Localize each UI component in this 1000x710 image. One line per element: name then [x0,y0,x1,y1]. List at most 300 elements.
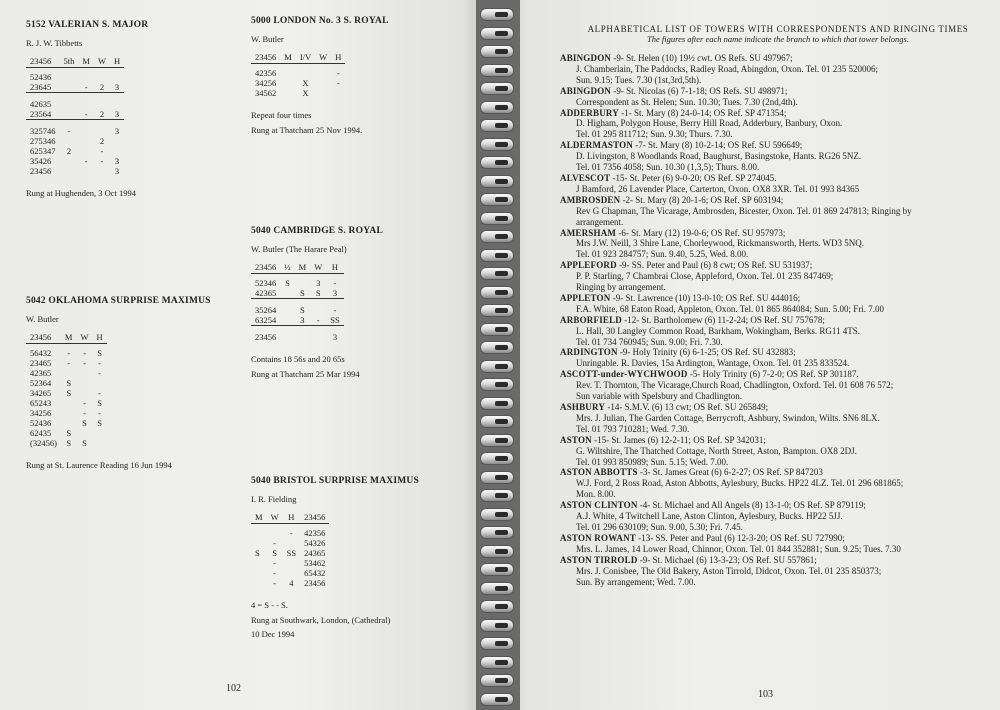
method-note: 10 Dec 1994 [251,629,295,640]
header-row [251,504,329,524]
tower-dedication: -9- St. Michael (6) 13-3-23; OS Ref. SU 557861; [637,554,817,565]
header-row [251,254,344,274]
spiral-ring [480,249,514,262]
tower-name: ASHBURY [560,402,606,412]
tower-detail: arrangement. [576,216,624,227]
table-cell: 42365 [255,288,277,298]
table-cell [78,99,94,109]
table-cell: 3 [114,166,120,176]
table-cell: 625347 [30,146,56,156]
table-cell: 3 [114,156,120,166]
table-cell: 2 [66,146,72,156]
tower-dedication: -9- Holy Trinity (6) 6-1-25; OS Ref. SU 432883; [617,347,796,358]
tower-name: ADDERBURY [560,107,619,118]
table-row [26,82,124,93]
tower-entry-heading [560,86,985,97]
spiral-ring [480,82,514,95]
table-cell: 52346 [255,278,277,288]
table-cell: - [84,82,88,92]
conductor: W. Butler [26,314,59,324]
tower-detail: Mrs. J. Conisbee, The Old Bakery, Aston Tirrold, Didcot, Oxon. Tel. 01 235 850373; [576,565,882,576]
page-number-left: 102 [226,683,241,694]
composition-table [26,48,124,176]
spiral-ring [480,582,514,595]
table-cell: - [333,278,337,288]
tower-dedication: -12- St. Bartholomew (6) 11-2-24; OS Ref. SU 757678; [622,314,825,325]
table-cell: X [302,78,309,88]
column-header: M [280,44,296,64]
table-cell [61,368,77,378]
table-cell [110,136,124,146]
spiral-ring [480,637,514,650]
table-row [26,408,107,418]
table-cell: 2 [99,136,105,146]
table-cell [61,408,77,418]
table-cell: S [255,548,260,558]
table-cell [60,82,79,93]
table-row [26,156,124,166]
column-header: ½ [280,254,294,274]
spiral-ring [480,693,514,706]
table-cell [315,88,331,98]
tower-name: ALVESCOT [560,172,611,183]
table-cell [60,99,79,109]
tower-dedication: -15- St. James (6) 12-2-11; OS Ref. SP 342031; [591,434,766,445]
table-cell: - [67,126,71,136]
table-row [26,72,124,82]
tower-dedication: -3- St. James Great (6) 6-2-27; OS Ref. SP 847203 [637,467,823,478]
table-cell [76,368,92,378]
table-cell: - [83,348,86,358]
table-cell [78,126,94,136]
table-cell: 325746 [30,126,56,136]
tower-entry-heading [560,53,985,64]
tower-entry-heading [560,140,985,151]
table-row [251,88,345,98]
table-cell: 3 [332,332,338,342]
tower-detail: W.J. Ford, 2 Ross Road, Aston Abbotts, Aylesbury, Bucks. HP22 4LZ. Tel. 01 296 681865; [576,478,904,489]
table-cell: 275346 [30,136,56,146]
column-header: H [93,324,107,344]
tower-name: ASTON CLINTON [560,500,638,511]
table-cell [251,568,267,578]
table-cell: - [289,528,293,538]
spiral-ring [480,415,514,428]
table-cell [94,99,110,109]
table-cell: - [98,388,101,398]
spiral-ring [480,27,514,40]
column-header: M [61,324,77,344]
table-row [26,378,107,388]
spiral-ring [480,674,514,687]
table-row [26,428,107,438]
tower-name: ALDERMASTON [560,140,634,151]
tower-detail: G. Wiltshire, The Thatched Cottage, North Street, Aston, Bampton. OX8 2DJ. [576,445,857,456]
spiral-ring [480,545,514,558]
method-london [251,16,389,135]
table-cell: 35264 [255,305,277,315]
table-cell: 3 [332,288,338,298]
table-cell [94,166,110,176]
table-row [251,278,344,288]
table-cell: - [336,68,340,78]
header-row [251,44,345,64]
table-cell: 2 [99,109,105,119]
table-cell [110,72,124,82]
table-cell: 52364 [30,378,52,388]
table-cell: 34256 [30,408,52,418]
tower-detail: Mrs J.W. Neill, 3 Shire Lane, Chorleywood, Rickmansworth, Herts. WD3 5NQ. [576,238,864,249]
table-cell: - [98,368,101,378]
table-cell: 23456 [304,578,326,588]
tower-name: ABINGDON [560,53,612,63]
tower-entry-heading [560,228,985,239]
column-header: W [315,44,331,64]
column-header: 23456 [300,504,329,524]
table-row [26,126,124,136]
table-cell: - [98,408,101,418]
method-note: Rung at St. Laurence Reading 16 Jun 1994 [26,460,172,470]
table-cell [61,418,77,428]
tower-dedication: -4- St. Michael and All Angels (8) 13-1-0; OS Ref. SP 879119; [637,500,866,511]
tower-name: ABINGDON [560,85,612,96]
table-cell [251,538,267,548]
spiral-ring [480,156,514,169]
spiral-ring [480,8,514,21]
table-cell [295,332,311,342]
spiral-binding [476,0,520,710]
table-cell: S [97,348,102,358]
table-cell [61,398,77,408]
tower-entry-heading [560,195,985,206]
table-cell: - [100,156,104,166]
tower-detail: A.J. White, 4 Twitchell Lane, Aston Clinton, Aylesbury, Bucks. HP22 5JJ. [576,511,843,522]
tower-detail: Sun. By arrangement; Wed. 7.00. [576,576,696,587]
table-row [251,538,329,548]
tower-dedication: -2- St. Mary (8) 20-1-6; OS Ref. SP 603194; [620,194,784,205]
table-cell: 52436 [30,72,52,82]
table-row [26,368,107,378]
table-cell: 52436 [30,418,52,428]
table-cell: 35426 [30,156,52,166]
table-cell [280,315,294,326]
tower-dedication: -9- St. Helen (10) 19½ cwt. OS Refs. SU 497967; [611,53,793,63]
table-cell: - [98,358,101,368]
method-cambridge [251,226,383,379]
table-cell: - [333,305,337,315]
table-cell: 56432 [30,348,52,358]
table-cell: S [66,428,72,438]
table-cell: - [273,558,276,568]
table-cell [110,146,124,156]
table-cell [78,72,94,82]
table-cell [76,428,92,438]
method-note: Rung at Thatcham 25 Nov 1994. [251,124,363,135]
tower-detail: Mrs. J. Julian, The Garden Cottage, Berrycroft, Ashbury, Swindon, Wilts. SN6 8LX. [576,412,880,423]
list-title: ALPHABETICAL LIST OF TOWERS WITH CORRESPONDENTS AND RINGING TIMES [587,24,969,34]
method-note: Rung at Hughenden, 3 Oct 1994 [26,188,137,198]
table-cell [78,166,94,176]
tower-detail: Mon. 8.00. [576,489,616,500]
column-header: 23456 [26,324,61,344]
table-cell: 24365 [304,548,326,558]
tower-dedication: -9- St. Nicolas (6) 7-1-18; OS Refs. SU 498971; [611,85,788,96]
table-row [26,348,107,358]
method-note: Rung at Thatcham 25 Mar 1994 [251,368,360,379]
column-header: W [94,48,110,68]
tower-detail: D. Higham, Polygon House, Berry Hill Road, Adderbury, Banbury, Oxon. [576,118,843,129]
tower-detail: Sun. 9.15; Tues. 7.30 (1st,3rd,5th). [576,74,702,85]
table-cell: 62435 [30,428,52,438]
tower-detail: Correspondent as St. Helen; Sun. 10.30; Tues. 7.30 (2nd,4th). [576,96,798,107]
tower-dedication: -7- St. Mary (8) 10-2-14; OS Ref. SU 596649; [633,140,803,151]
spiral-ring [480,175,514,188]
spiral-ring [480,378,514,391]
tower-entry-heading [560,347,985,358]
table-cell: 42635 [30,99,52,109]
tower-name: ARBORFIELD [560,314,623,325]
table-cell [283,538,300,548]
spiral-ring [480,508,514,521]
table-row [251,288,344,299]
tower-detail: L. Hall, 30 Langley Common Road, Barkham, Wokingham, Berks. RG11 4TS. [576,325,860,336]
tower-dedication: -9- SS. Peter and Paul (6) 8 cwt; OS Ref. SU 531937; [616,260,813,271]
tower-detail: Tel. 01 7356 4058; Sun. 10.30 (1,3,5); Thurs. 8.00. [576,162,760,173]
conductor: W. Butler (The Harare Peal) [251,244,347,254]
composition-table [251,44,345,98]
tower-entry-heading [560,402,985,413]
table-cell [60,156,79,166]
table-cell: S [285,278,290,288]
table-row [26,109,124,120]
table-cell: - [273,578,276,588]
table-cell: 4 [289,578,294,588]
table-cell: S [300,288,305,298]
table-row [251,558,329,568]
table-cell [60,109,79,120]
table-cell: - [84,156,88,166]
column-header: M [295,254,311,274]
table-cell: 42356 [304,528,326,538]
table-cell: 23465 [30,358,52,368]
tower-entry-heading [560,467,985,478]
table-cell: S [272,548,277,558]
table-cell [280,68,296,78]
table-row [26,358,107,368]
tower-entry-heading [560,173,985,184]
spiral-ring [480,286,514,299]
table-cell [315,68,331,78]
tower-entry-heading [560,533,985,544]
table-cell: - [273,538,276,548]
tower-detail: Tel. 01 734 760945; Sun. 9.00; Fri. 7.30. [576,336,723,347]
spiral-ring [480,101,514,114]
tower-detail: Ringing by arrangement. [576,282,666,293]
table-cell: 3 [316,278,321,288]
table-cell: S [82,418,87,428]
composition-table [251,504,329,588]
spiral-ring [480,526,514,539]
table-cell: 42365 [30,368,52,378]
spiral-ring [480,64,514,77]
table-row [26,398,107,408]
method-title: 5042 OKLAHOMA SURPRISE MAXIMUS [26,296,211,306]
tower-entry-heading [560,500,985,511]
table-cell [280,305,294,315]
page-number-right: 103 [758,689,773,700]
table-cell [60,166,79,176]
table-cell: 23645 [30,82,52,92]
list-subtitle: The figures after each name indicate the branch to which that tower belongs. [647,34,909,44]
table-cell [331,88,345,98]
tower-name: ASTON TIRROLD [560,554,638,565]
column-header: 23456 [251,254,280,274]
table-cell [60,136,79,146]
table-cell: S [66,378,72,388]
left-page [0,0,482,710]
table-cell: 3 [300,315,305,325]
table-cell [283,558,300,568]
table-cell: 34256 [255,78,277,88]
column-header: 5th [60,48,79,68]
table-cell: S [66,438,72,448]
table-cell: 2 [99,82,105,92]
table-cell [295,278,311,288]
spiral-ring [480,360,514,373]
tower-list [560,53,985,587]
spiral-ring [480,452,514,465]
tower-detail: Sun variable with Spelsbury and Chadlington. [576,391,742,402]
table-cell: X [302,88,309,98]
tower-name: AMBROSDEN [560,194,621,205]
table-row [26,146,124,156]
table-cell: 23456 [30,166,52,176]
table-cell [251,578,267,588]
tower-entry-heading [560,315,985,326]
tower-name: APPLEFORD [560,260,617,271]
table-cell [310,332,326,342]
table-row [26,388,107,398]
tower-detail: F.A. White, 68 Eaton Road, Appleton, Oxon. Tel. 01 865 864084; Sun. 5.00; Fri. 7.00 [576,303,885,314]
method-note: Contains 18 56s and 20 65s [251,354,345,364]
table-cell: 42356 [255,68,277,78]
spiral-ring [480,434,514,447]
method-valerian [26,20,148,199]
table-cell: - [67,348,71,358]
tower-detail: Tel. 01 793 710281; Wed. 7.30. [576,423,690,434]
method-title: 5000 LONDON No. 3 S. ROYAL [251,16,389,26]
table-cell: (32456) [30,438,57,448]
spiral-ring [480,304,514,317]
table-cell [280,78,296,88]
table-cell: - [273,568,276,578]
method-oklahoma [26,296,211,471]
table-cell [280,332,294,342]
tower-name: APPLETON [560,292,611,303]
spiral-ring [480,600,514,613]
table-cell: S [300,305,305,315]
method-title: 5040 BRISTOL SURPRISE MAXIMUS [251,476,419,486]
table-row [26,136,124,146]
table-cell: S [315,288,321,298]
spiral-ring [480,45,514,58]
table-cell [310,305,326,315]
tower-detail: Unringable. R. Davies, 15a Ardington, Wantage, Oxon. Tel. 01 235 833524. [576,358,850,369]
table-row [26,99,124,109]
table-cell: 53462 [304,558,326,568]
table-cell [251,558,267,568]
method-bristol [251,476,419,640]
spiral-ring [480,471,514,484]
table-cell: 23456 [255,332,277,342]
column-header: M [78,48,94,68]
spiral-ring [480,138,514,151]
table-cell: - [83,358,86,368]
column-header: 23456 [251,44,280,64]
table-row [26,418,107,428]
table-cell [283,568,300,578]
table-row [251,568,329,578]
table-cell [94,72,110,82]
tower-detail: D. Livingston, 8 Woodlands Road, Baughurst, Basingstoke, Hants. RG26 5NZ. [576,151,862,162]
table-cell [93,438,107,448]
table-cell: SS [330,315,340,325]
tower-name: ARDINGTON [560,347,618,358]
table-cell: SS [286,548,297,558]
table-row [251,332,344,342]
table-row [251,68,345,78]
tower-detail: Mrs. L. James, 14 Lower Road, Chinnor, Oxon. Tel. 01 844 352881; Sun. 9.25; Tues. 7.30 [576,543,901,554]
column-header: I/V [296,44,315,64]
spiral-ring [480,230,514,243]
tower-entry-heading [560,260,985,271]
table-cell: - [83,398,86,408]
table-cell: S [97,418,102,428]
table-row [251,78,345,88]
column-header: H [283,504,300,524]
table-cell [78,146,94,156]
spiral-ring [480,193,514,206]
composition-table [26,324,107,448]
tower-entry-heading [560,293,985,304]
table-cell: - [336,78,340,88]
table-cell: 34562 [255,88,277,98]
tower-name: ASTON ROWANT [560,532,636,543]
tower-dedication: -1- St. Mary (8) 24-0-14; OS Ref. SP 471354; [619,107,787,118]
table-cell: - [100,146,104,156]
column-header: H [331,44,345,64]
spiral-ring [480,341,514,354]
tower-dedication: -15- St. Peter (6) 9-0-20; OS Ref. SP 274045. [610,172,777,183]
table-cell: 54326 [304,538,326,548]
tower-name: ASTON [560,434,592,445]
table-row [251,305,344,315]
table-cell [251,528,267,538]
conductor: R. J. W. Tibbetts [26,38,83,48]
column-header: W [310,254,326,274]
tower-detail: J Bamford, 26 Lavender Place, Carterton, Oxon. OX8 3XR. Tel. 01 993 84365 [576,183,860,194]
table-cell [280,288,294,299]
table-row [251,315,344,326]
column-header: H [110,48,124,68]
column-header: W [76,324,92,344]
table-row [251,548,329,558]
table-cell [93,378,107,388]
table-cell: - [84,109,88,119]
spiral-ring [480,489,514,502]
table-cell [315,78,331,88]
tower-dedication: -13- SS. Peter and Paul (6) 12-3-20; OS Ref. SU 727990; [636,532,845,543]
